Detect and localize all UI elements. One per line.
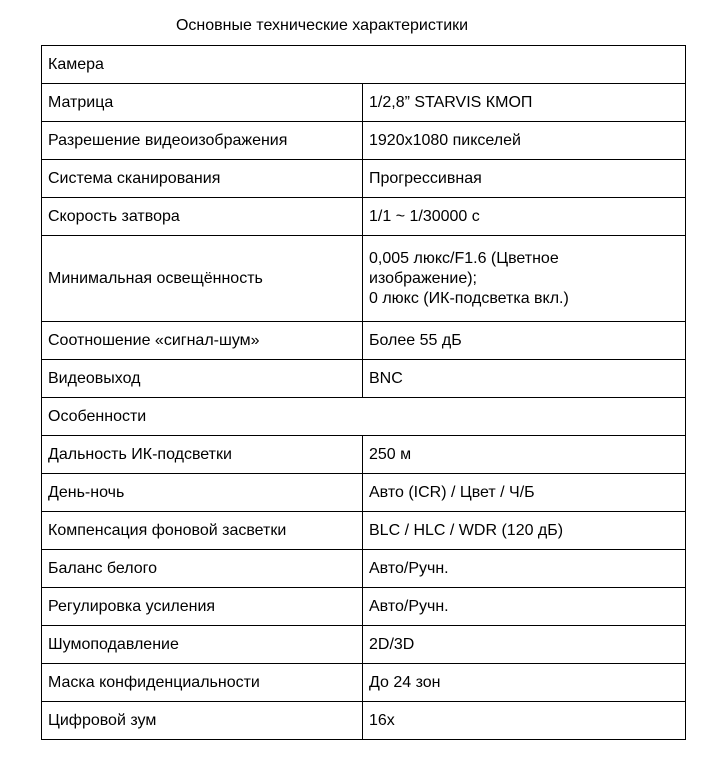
table-row <box>42 474 686 512</box>
param-name: Минимальная освещённость <box>42 236 363 322</box>
param-name: Скорость затвора <box>42 198 363 236</box>
param-name: Разрешение видеоизображения <box>42 122 363 160</box>
section-header-row <box>42 398 686 436</box>
param-name: Шумоподавление <box>42 626 363 664</box>
param-value: Прогрессивная <box>363 160 686 198</box>
table-row <box>42 436 686 474</box>
section-title-features: Особенности <box>42 398 686 436</box>
param-name: Дальность ИК-подсветки <box>42 436 363 474</box>
table-row <box>42 198 686 236</box>
param-value: Более 55 дБ <box>363 322 686 360</box>
param-value: BNC <box>363 360 686 398</box>
table-row <box>42 702 686 740</box>
specifications-table <box>41 45 686 740</box>
section-title-camera: Камера <box>42 46 686 84</box>
table-row <box>42 322 686 360</box>
table-row <box>42 664 686 702</box>
table-row <box>42 360 686 398</box>
param-value: 1/1 ~ 1/30000 с <box>363 198 686 236</box>
param-name: Система сканирования <box>42 160 363 198</box>
param-value: Авто/Ручн. <box>363 588 686 626</box>
table-row <box>42 236 686 322</box>
table-row <box>42 84 686 122</box>
table-row <box>42 122 686 160</box>
table-row <box>42 550 686 588</box>
table-row <box>42 512 686 550</box>
param-name: Регулировка усиления <box>42 588 363 626</box>
param-value: Авто/Ручн. <box>363 550 686 588</box>
param-name: Видеовыход <box>42 360 363 398</box>
param-name: Цифровой зум <box>42 702 363 740</box>
table-row <box>42 588 686 626</box>
param-value: 0,005 люкс/F1.6 (Цветное изображение); 0 люкс (ИК-подсветка вкл.) <box>363 236 686 322</box>
param-value: Авто (ICR) / Цвет / Ч/Б <box>363 474 686 512</box>
param-value: 1/2,8” STARVIS КМОП <box>363 84 686 122</box>
param-value: 250 м <box>363 436 686 474</box>
param-value: До 24 зон <box>363 664 686 702</box>
param-value: 2D/3D <box>363 626 686 664</box>
section-header-row <box>42 46 686 84</box>
document-title: Основные технические характеристики <box>175 17 469 34</box>
param-name: Матрица <box>42 84 363 122</box>
param-name: Маска конфиденциальности <box>42 664 363 702</box>
table-row <box>42 160 686 198</box>
param-value: BLC / HLC / WDR (120 дБ) <box>363 512 686 550</box>
param-value: 16x <box>363 702 686 740</box>
param-name: Баланс белого <box>42 550 363 588</box>
param-name: Компенсация фоновой засветки <box>42 512 363 550</box>
param-name: День-ночь <box>42 474 363 512</box>
param-name: Соотношение «сигнал-шум» <box>42 322 363 360</box>
param-value: 1920x1080 пикселей <box>363 122 686 160</box>
table-row <box>42 626 686 664</box>
